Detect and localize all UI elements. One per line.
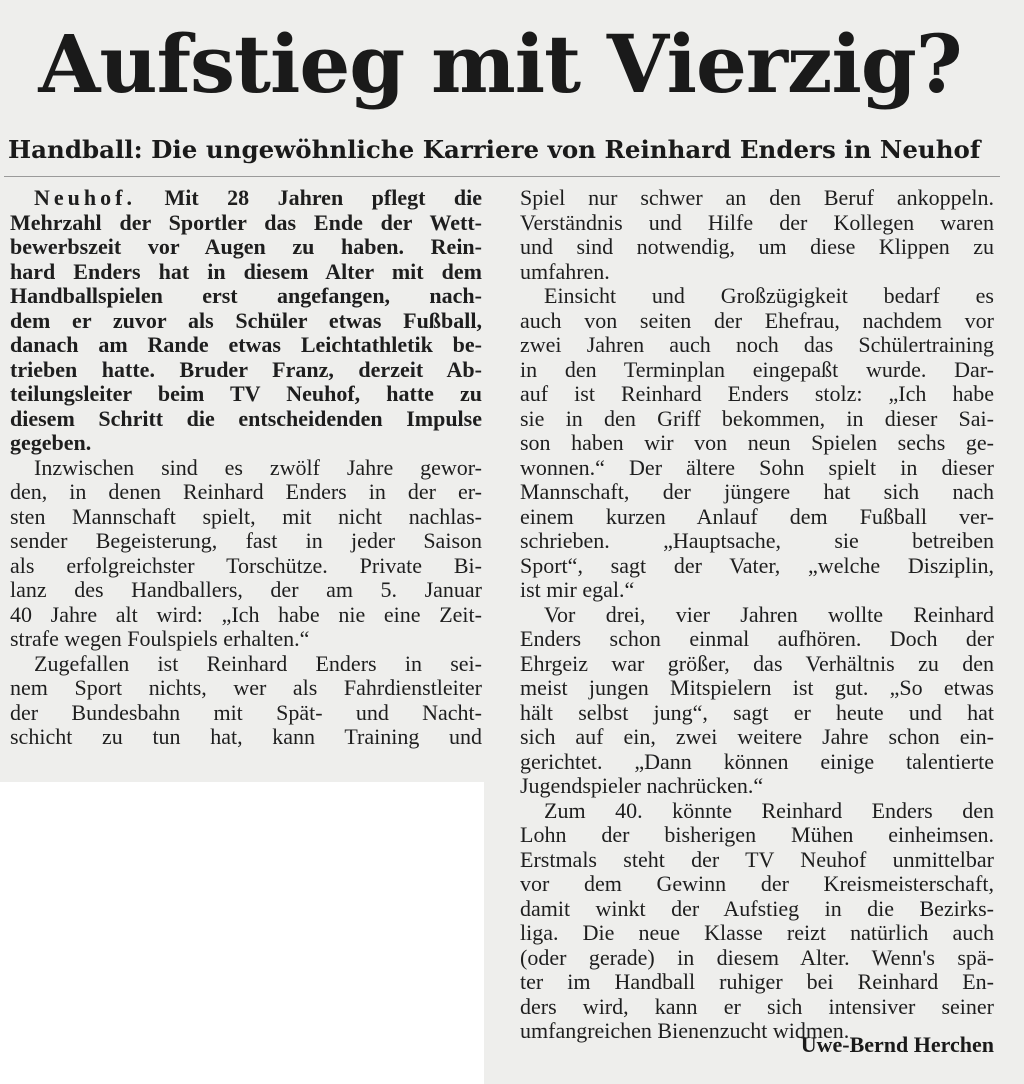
article-line bbox=[10, 186, 482, 211]
article-line-text: teilungsleiter beim TV Neuhof, hatte zu bbox=[10, 381, 482, 406]
article-line bbox=[10, 480, 482, 505]
article-line bbox=[520, 627, 994, 652]
article-line-text: Sport“, sagt der Vater, „welche Disziplin, bbox=[520, 552, 994, 578]
article-line bbox=[520, 480, 994, 505]
article-line bbox=[520, 970, 994, 995]
article-line bbox=[10, 701, 482, 726]
article-line bbox=[520, 897, 994, 922]
article-line-text: (oder gerade) in diesem Alter. Wenn's spä- bbox=[520, 944, 994, 970]
article-line-text: umfangreichen Bienenzucht widmen. bbox=[520, 1018, 850, 1043]
article-line-text: hält selbst jung“, sagt er heute und hat bbox=[520, 699, 994, 725]
article-line bbox=[10, 333, 482, 358]
article-line bbox=[520, 946, 994, 971]
article-line-text: umfahren. bbox=[520, 258, 610, 284]
article-line bbox=[520, 872, 994, 897]
article-line bbox=[10, 725, 482, 750]
article-line bbox=[10, 505, 482, 530]
article-line bbox=[520, 823, 994, 848]
article-line-text: dem er zuvor als Schüler etwas Fußball, bbox=[10, 307, 482, 333]
article-line bbox=[520, 774, 994, 799]
article-line bbox=[520, 333, 994, 358]
article-line bbox=[520, 554, 994, 579]
author-byline: Uwe-Bernd Herchen bbox=[800, 1032, 994, 1057]
article-line-text: schicht zu tun hat, kann Training und bbox=[10, 724, 482, 749]
article-line-text: Jugendspieler nachrücken.“ bbox=[520, 773, 764, 798]
article-line bbox=[520, 750, 994, 775]
article-line bbox=[10, 578, 482, 603]
article-line-text: nem Sport nichts, wer als Fahrdienstleiter bbox=[10, 675, 482, 700]
article-line bbox=[10, 211, 482, 236]
article-line bbox=[10, 529, 482, 554]
article-line-text: Verständnis und Hilfe der Kollegen waren bbox=[520, 209, 994, 235]
article-line-text: sie in den Griff bekommen, in dieser Sai- bbox=[520, 405, 994, 431]
article-line-text: Mehrzahl der Sportler das Ende der Wett- bbox=[10, 209, 482, 235]
article-line-text: gerichtet. „Dann können einige talentierte bbox=[520, 748, 994, 774]
article-line bbox=[520, 848, 994, 873]
article-line bbox=[520, 529, 994, 554]
article-line-text: den, in denen Reinhard Enders in der er- bbox=[10, 479, 482, 504]
article-line-text: Handballspielen erst angefangen, nach- bbox=[10, 283, 482, 308]
article-line bbox=[10, 431, 482, 456]
article-line-text: Lohn der bisherigen Mühen einheimsen. bbox=[520, 822, 994, 847]
article-line bbox=[520, 603, 994, 628]
article-line-text: lanz des Handballers, der am 5. Januar bbox=[10, 577, 482, 602]
article-line bbox=[520, 211, 994, 236]
article-line-text: Vor drei, vier Jahren wollte Reinhard bbox=[544, 601, 994, 627]
article-line bbox=[520, 725, 994, 750]
headline: Aufstieg mit Vierzig? bbox=[38, 17, 962, 111]
article-line bbox=[520, 358, 994, 383]
article-line bbox=[10, 358, 482, 383]
subheadline: Handball: Die ungewöhnliche Karriere von Reinhard Enders in Neuhof bbox=[8, 135, 981, 164]
article-line bbox=[10, 676, 482, 701]
article-line bbox=[520, 652, 994, 677]
article-line bbox=[10, 235, 482, 260]
article-line-text: Zugefallen ist Reinhard Enders in sei- bbox=[34, 650, 482, 676]
article-line bbox=[520, 456, 994, 481]
article-line bbox=[520, 676, 994, 701]
article-line-text: meist jungen Mitspielern ist gut. „So etwas bbox=[520, 675, 994, 700]
article-line-text: auf ist Reinhard Enders stolz: „Ich habe bbox=[520, 381, 994, 406]
article-line bbox=[520, 701, 994, 726]
article-line-text: und sind notwendig, um diese Klippen zu bbox=[520, 234, 994, 259]
article-line-text: vor dem Gewinn der Kreismeisterschaft, bbox=[520, 871, 994, 896]
article-column-left bbox=[10, 186, 482, 750]
article-line bbox=[520, 505, 994, 530]
article-line bbox=[520, 186, 994, 211]
article-line-text: liga. Die neue Klasse reizt natürlich auch bbox=[520, 920, 994, 945]
article-line bbox=[10, 309, 482, 334]
article-line bbox=[520, 260, 994, 285]
article-line-text: Ehrgeiz war größer, das Verhältnis zu den bbox=[520, 650, 994, 676]
article-line-text: Zum 40. könnte Reinhard Enders den bbox=[544, 797, 994, 823]
article-line-text: Spiel nur schwer an den Beruf ankoppeln. bbox=[520, 185, 994, 210]
article-line-text: diesem Schritt die entscheidenden Impulse bbox=[10, 405, 482, 431]
article-line bbox=[10, 260, 482, 285]
article-line bbox=[10, 382, 482, 407]
article-line-text: Mit 28 Jahren pflegt die bbox=[164, 185, 483, 210]
article-line bbox=[520, 407, 994, 432]
article-line-text: Mannschaft, der jüngere hat sich nach bbox=[520, 479, 994, 504]
article-line bbox=[520, 382, 994, 407]
article-line-text: als erfolgreichster Torschütze. Private Bi- bbox=[10, 552, 482, 578]
article-line-text: ist mir egal.“ bbox=[520, 577, 635, 602]
article-line-text: danach am Rande etwas Leichtathletik be- bbox=[10, 332, 482, 357]
article-line-text: schrieben. „Hauptsache, sie betreiben bbox=[520, 528, 994, 553]
article-line-text: 40 Jahre alt wird: „Ich habe nie eine Zeit- bbox=[10, 601, 482, 627]
article-line bbox=[10, 652, 482, 677]
article-line-text: sich auf ein, zwei weitere Jahre schon ein- bbox=[520, 724, 994, 749]
article-line-text: son haben wir von neun Spielen sechs ge- bbox=[520, 430, 994, 455]
article-line-text: damit winkt der Aufstieg in die Bezirks- bbox=[520, 895, 994, 921]
headline-divider bbox=[4, 176, 1000, 177]
article-line-text: strafe wegen Foulspiels erhalten.“ bbox=[10, 626, 310, 651]
article-line-text: sender Begeisterung, fast in jeder Saison bbox=[10, 528, 482, 553]
article-line-text: zwei Jahren auch noch das Schülertraining bbox=[520, 332, 994, 357]
article-line bbox=[520, 799, 994, 824]
article-line-text: in den Terminplan eingepaßt wurde. Dar- bbox=[520, 356, 994, 382]
article-line-text: Inzwischen sind es zwölf Jahre gewor- bbox=[34, 454, 482, 480]
article-line-text: Erstmals steht der TV Neuhof unmittelbar bbox=[520, 846, 994, 872]
article-line-text: einem kurzen Anlauf dem Fußball ver- bbox=[520, 503, 994, 529]
article-line-text: wonnen.“ Der ältere Sohn spielt in dieser bbox=[520, 454, 994, 480]
article-line bbox=[10, 456, 482, 481]
article-line-text: Einsicht und Großzügigkeit bedarf es bbox=[544, 283, 994, 308]
article-line bbox=[10, 407, 482, 432]
dateline: Neuhof. bbox=[34, 185, 136, 210]
article-line-text: der Bundesbahn mit Spät- und Nacht- bbox=[10, 699, 482, 725]
article-line bbox=[520, 995, 994, 1020]
article-line bbox=[520, 431, 994, 456]
article-line-text: ders wird, kann er sich intensiver seiner bbox=[520, 993, 994, 1019]
article-line bbox=[520, 235, 994, 260]
article-line bbox=[520, 921, 994, 946]
article-line bbox=[10, 284, 482, 309]
article-line-text: trieben hatte. Bruder Franz, derzeit Ab- bbox=[10, 356, 482, 382]
article-line-text: bewerbszeit vor Augen zu haben. Rein- bbox=[10, 234, 482, 259]
article-line-text: Enders schon einmal aufhören. Doch der bbox=[520, 626, 994, 651]
article-line bbox=[10, 627, 482, 652]
article-line bbox=[520, 309, 994, 334]
article-line bbox=[520, 578, 994, 603]
article-line-text: sten Mannschaft spielt, mit nicht nachlas- bbox=[10, 503, 482, 529]
article-line-text: gegeben. bbox=[10, 430, 92, 455]
article-line-text: ter im Handball ruhiger bei Reinhard En- bbox=[520, 969, 994, 994]
article-line bbox=[10, 603, 482, 628]
article-line-text: hard Enders hat in diesem Alter mit dem bbox=[10, 258, 482, 284]
article-column-right bbox=[520, 186, 994, 1044]
article-line-text: auch von seiten der Ehefrau, nachdem vor bbox=[520, 307, 994, 333]
article-line bbox=[520, 284, 994, 309]
article-line bbox=[10, 554, 482, 579]
